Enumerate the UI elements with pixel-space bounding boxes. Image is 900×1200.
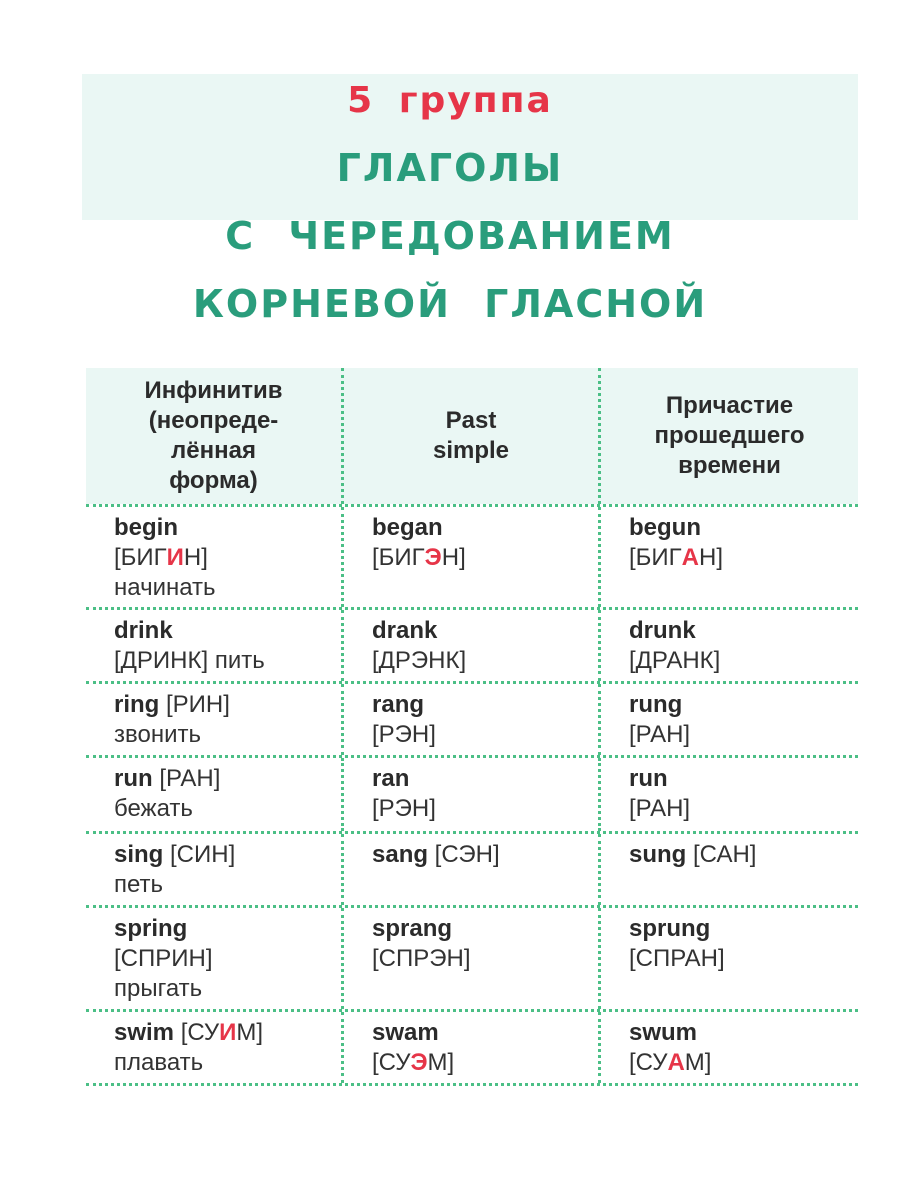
transcription: [РЭН] (372, 721, 436, 748)
verb-word: drank (372, 617, 438, 644)
translation: звонить (114, 721, 201, 748)
verb-word: sprung (629, 915, 711, 942)
table-row (86, 831, 858, 905)
participle-cell (601, 908, 858, 1009)
past-simple-cell (344, 834, 601, 905)
header-infinitive: Инфинитив (неопреде- лённая форма) (86, 368, 344, 504)
highlighted-vowel: И (219, 1019, 237, 1046)
transcription: [РАН] (152, 765, 221, 792)
participle-cell (601, 758, 858, 831)
highlighted-vowel: И (166, 544, 184, 571)
group-title: 5 группа (347, 80, 553, 121)
table-row (86, 905, 858, 1009)
verb-word: swum (629, 1019, 698, 1046)
infinitive-cell (86, 758, 344, 831)
verb-word: ran (372, 765, 410, 792)
highlighted-vowel: А (667, 1049, 685, 1076)
transcription: [БИГЭН] (372, 544, 466, 571)
verb-word: run (629, 765, 668, 792)
translation: начинать (114, 574, 216, 601)
header-past-simple: Past simple (344, 368, 601, 504)
header-past-participle: Причастие прошедшего времени (654, 392, 805, 479)
participle-cell (601, 684, 858, 755)
transcription: [СПРЭН] (372, 945, 471, 972)
verb-word: rang (372, 691, 425, 718)
heading-line-2: С ЧЕРЕДОВАНИЕМ (225, 214, 675, 258)
table-row (86, 1009, 858, 1086)
verb-word: began (372, 514, 443, 541)
infinitive-cell (86, 834, 344, 905)
infinitive-cell (86, 908, 344, 1009)
transcription: [СУАМ] (629, 1049, 712, 1076)
translation: петь (114, 871, 164, 898)
verb-word: sprang (372, 915, 453, 942)
past-simple-cell (344, 908, 601, 1009)
translation: бежать (114, 795, 193, 822)
participle-cell (601, 834, 858, 905)
verb-word: drink (114, 617, 173, 644)
transcription: [РЭН] (372, 795, 436, 822)
table-row (86, 504, 858, 607)
verb-word: begun (629, 514, 701, 541)
translation: плавать (114, 1049, 204, 1076)
transcription: [САН] (686, 841, 757, 868)
transcription: [СПРИН] (114, 945, 213, 972)
transcription: [ДРЭНК] (372, 647, 467, 674)
verb-word: swim (114, 1019, 175, 1046)
table-row (86, 681, 858, 755)
past-simple-cell (344, 758, 601, 831)
participle-cell (601, 1012, 858, 1083)
verb-word: spring (114, 915, 188, 942)
table-row (86, 755, 858, 831)
highlighted-vowel: Э (410, 1049, 428, 1076)
heading-line-1: ГЛАГОЛЫ (336, 146, 564, 190)
transcription: [СУЭМ] (372, 1049, 455, 1076)
heading-line-3: КОРНЕВОЙ ГЛАСНОЙ (192, 282, 708, 326)
past-simple-cell (344, 684, 601, 755)
verb-word: drunk (629, 617, 696, 644)
verb-word: begin (114, 514, 178, 541)
table-row (86, 607, 858, 681)
verb-word: swam (372, 1019, 439, 1046)
transcription: [СУИМ] (174, 1019, 264, 1046)
verb-word: run (114, 765, 153, 792)
participle-cell (601, 507, 858, 607)
transcription: [СПРАН] (629, 945, 725, 972)
transcription: [ДРАНК] (629, 647, 721, 674)
transcription: [БИГИН] (114, 544, 208, 571)
verb-word: sing (114, 841, 164, 868)
infinitive-cell (86, 684, 344, 755)
transcription: [ДРИНК] пить (114, 647, 265, 674)
verb-word: sung (629, 841, 687, 868)
table-header (86, 368, 858, 504)
transcription: [СИН] (163, 841, 236, 868)
verb-word: rung (629, 691, 683, 718)
infinitive-cell (86, 1012, 344, 1083)
past-simple-cell (344, 610, 601, 681)
verb-word: sang (372, 841, 429, 868)
past-simple-cell (344, 1012, 601, 1083)
highlighted-vowel: А (681, 544, 700, 571)
infinitive-cell (86, 507, 344, 607)
transcription: [СЭН] (428, 841, 500, 868)
translation: прыгать (114, 975, 203, 1002)
verb-table (86, 368, 858, 1086)
participle-cell (601, 610, 858, 681)
past-simple-cell (344, 507, 601, 607)
transcription: [БИГАН] (629, 544, 724, 571)
transcription: [РАН] (629, 721, 691, 748)
transcription: [РИН] (159, 691, 230, 718)
highlighted-vowel: Э (424, 544, 442, 571)
infinitive-cell (86, 610, 344, 681)
transcription: [РАН] (629, 795, 691, 822)
verb-word: ring (114, 691, 160, 718)
